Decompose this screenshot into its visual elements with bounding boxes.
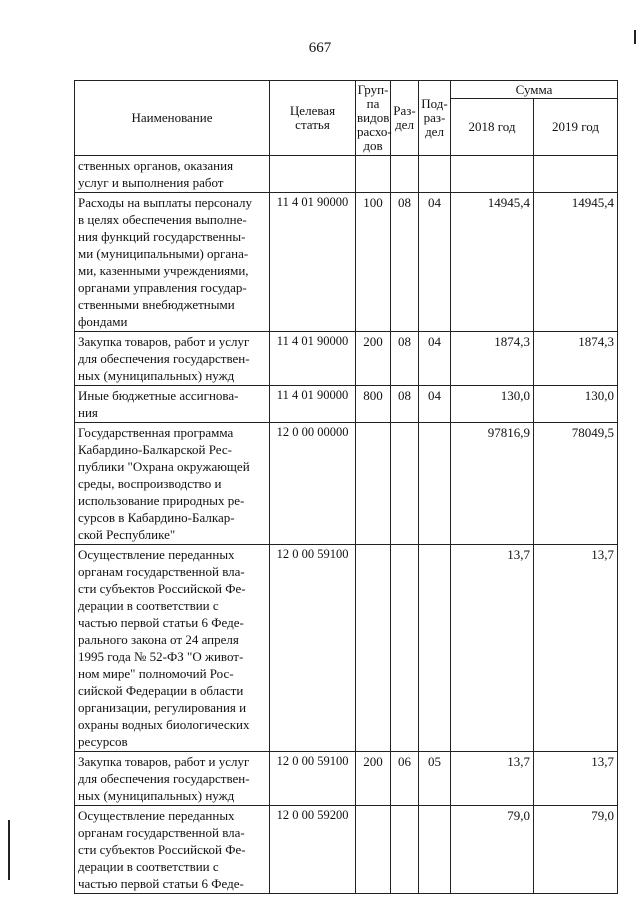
margin-mark-left: [8, 820, 10, 880]
table-row: [75, 332, 618, 386]
row-value-2019: 1874,3: [534, 332, 618, 386]
table-header: [75, 81, 618, 156]
header-target: Целевая статья: [270, 81, 356, 156]
row-subsection: [419, 806, 451, 894]
row-code: 12 0 00 59100: [270, 752, 356, 806]
row-name: Закупка товаров, работ и услуг для обеспечения государствен- ных (муниципальных) нужд: [75, 332, 270, 386]
row-name: Закупка товаров, работ и услуг для обеспечения государствен- ных (муниципальных) нужд: [75, 752, 270, 806]
row-value-2018: 14945,4: [451, 193, 534, 332]
row-value-2018: 130,0: [451, 386, 534, 423]
row-section: [391, 545, 419, 752]
row-value-2018: 13,7: [451, 752, 534, 806]
row-value-2018: 1874,3: [451, 332, 534, 386]
row-value-2019: 14945,4: [534, 193, 618, 332]
row-section: 06: [391, 752, 419, 806]
table-row: [75, 752, 618, 806]
row-value-2019: 13,7: [534, 752, 618, 806]
row-name: Государственная программа Кабардино-Балкарской Рес- публики "Охрана окружающей среды, воспроизводство и использование природных ре- сурсов в Кабардино-Балкар- ской Республике": [75, 423, 270, 545]
margin-mark-right: [634, 30, 636, 44]
row-section: 08: [391, 332, 419, 386]
row-name: Осуществление переданных органам государственной вла- сти субъектов Российской Фе- дерации в соответствии с частью первой статьи 6 Феде-: [75, 806, 270, 894]
row-code: 11 4 01 90000: [270, 332, 356, 386]
row-value-2019: 130,0: [534, 386, 618, 423]
row-section: 08: [391, 386, 419, 423]
row-subsection: 04: [419, 332, 451, 386]
row-code: 12 0 00 59200: [270, 806, 356, 894]
table-row: [75, 386, 618, 423]
row-value-2018: 13,7: [451, 545, 534, 752]
table-row: [75, 545, 618, 752]
row-group: [356, 806, 391, 894]
row-group: [356, 156, 391, 193]
row-code: [270, 156, 356, 193]
page-number: 667: [308, 40, 332, 56]
header-subsection: Под- раз- дел: [419, 81, 451, 156]
table-body: [75, 156, 618, 894]
row-value-2018: [451, 156, 534, 193]
header-2019: 2019 год: [534, 99, 618, 156]
row-group: 200: [356, 332, 391, 386]
row-subsection: [419, 423, 451, 545]
row-value-2019: 78049,5: [534, 423, 618, 545]
row-subsection: [419, 545, 451, 752]
budget-table: [74, 80, 618, 894]
row-code: 12 0 00 00000: [270, 423, 356, 545]
row-group: 200: [356, 752, 391, 806]
row-value-2018: 97816,9: [451, 423, 534, 545]
row-section: 08: [391, 193, 419, 332]
row-group: [356, 423, 391, 545]
row-code: 11 4 01 90000: [270, 193, 356, 332]
row-subsection: 05: [419, 752, 451, 806]
row-subsection: [419, 156, 451, 193]
row-name: ственных органов, оказания услуг и выполнения работ: [75, 156, 270, 193]
header-sum: Сумма: [451, 81, 618, 99]
row-value-2019: [534, 156, 618, 193]
row-group: 100: [356, 193, 391, 332]
row-subsection: 04: [419, 386, 451, 423]
header-group: Груп- па видов расхо- дов: [356, 81, 391, 156]
row-value-2019: 13,7: [534, 545, 618, 752]
header-2018: 2018 год: [451, 99, 534, 156]
row-value-2019: 79,0: [534, 806, 618, 894]
row-section: [391, 156, 419, 193]
table-row: [75, 193, 618, 332]
header-section: Раз- дел: [391, 81, 419, 156]
row-name: Иные бюджетные ассигнова- ния: [75, 386, 270, 423]
table-row: [75, 156, 618, 193]
table-row: [75, 423, 618, 545]
row-value-2018: 79,0: [451, 806, 534, 894]
row-name: Расходы на выплаты персоналу в целях обеспечения выполне- ния функций государственны- ми (муниципальными) органа- ми, казенными учреждениями, органами управления государ- ственными внебюджетными фондами: [75, 193, 270, 332]
row-group: [356, 545, 391, 752]
row-subsection: 04: [419, 193, 451, 332]
row-section: [391, 423, 419, 545]
row-code: 12 0 00 59100: [270, 545, 356, 752]
row-name: Осуществление переданных органам государственной вла- сти субъектов Российской Фе- дерации в соответствии с частью первой статьи 6 Феде- рального закона от 24 апреля 1995 года № 52-ФЗ "О живот- ном мире" полномочий Рос- сийской Федерации в области организации, регулирования и охраны водных биологических ресурсов: [75, 545, 270, 752]
row-code: 11 4 01 90000: [270, 386, 356, 423]
header-name: Наименование: [75, 81, 270, 156]
row-group: 800: [356, 386, 391, 423]
table-row: [75, 806, 618, 894]
row-section: [391, 806, 419, 894]
